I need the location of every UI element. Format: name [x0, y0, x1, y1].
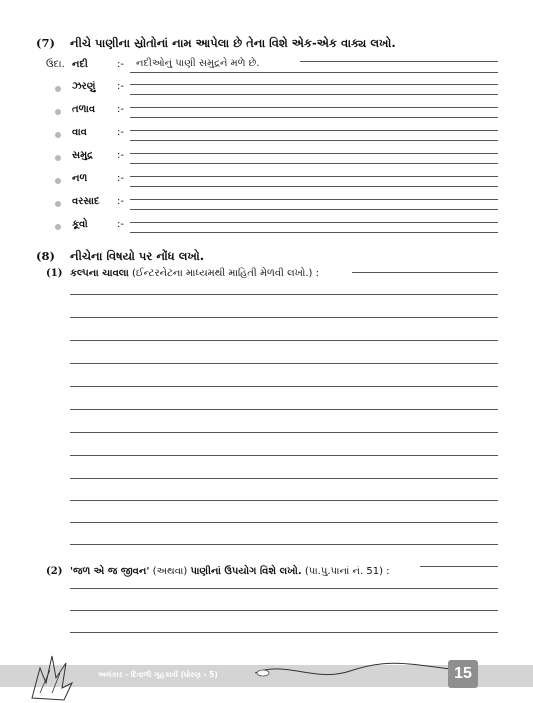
answer-line-6[interactable] — [130, 209, 498, 210]
sub1-line-11[interactable] — [70, 522, 498, 523]
separator-0: :- — [117, 59, 124, 70]
q8-sub1-topic: કલ્પના ચાવલા — [70, 268, 129, 279]
q8-sub2-topic: 'જળ એ જ જીવન' — [70, 566, 150, 577]
q8-sub2-text — [70, 566, 390, 577]
q8-sub1-number: (1) — [46, 268, 63, 279]
answer-line-3[interactable] — [130, 140, 498, 141]
answer-line-3-top — [130, 130, 498, 131]
sub1-line-5[interactable] — [70, 386, 498, 387]
answer-line-4[interactable] — [130, 163, 498, 164]
source-label-7: કૂવો — [72, 219, 88, 230]
q8-sub2-ref: (પા.પુ.પાનાં નં. 51) : — [304, 566, 390, 577]
q8-sub1-note: (ઈન્ટરનેટના માધ્યમથી માહિતી મેળવી લખો.) : — [132, 268, 319, 279]
sub1-line-3[interactable] — [70, 340, 498, 341]
source-label-5: નળ — [72, 173, 88, 184]
sub1-line-9[interactable] — [70, 478, 498, 479]
source-label-6: વરસાદ — [72, 196, 100, 207]
separator-7: :- — [117, 219, 124, 230]
answer-line-4-top — [130, 153, 498, 154]
source-label-4: સમુદ્ર — [72, 150, 94, 161]
sub2-line-0[interactable] — [420, 566, 498, 567]
separator-6: :- — [117, 196, 124, 207]
separator-5: :- — [117, 173, 124, 184]
page-number: 15 — [448, 660, 478, 688]
q8-sub2-or: (અથવા) — [152, 566, 188, 577]
separator-2: :- — [117, 104, 124, 115]
q7-number: (7) — [36, 36, 55, 50]
example-prefix: ઉદા. — [46, 59, 65, 70]
sub2-line-1[interactable] — [70, 588, 498, 589]
wire-decoration-icon — [255, 655, 455, 685]
answer-line-2[interactable] — [130, 117, 498, 118]
sub2-line-2[interactable] — [70, 610, 498, 611]
separator-1: :- — [117, 81, 124, 92]
q8-sub1-text — [70, 268, 319, 279]
leaf-decoration-icon — [22, 648, 77, 703]
source-label-3: વાવ — [72, 127, 87, 138]
sub1-line-12[interactable] — [70, 544, 498, 545]
q7-title: નીચે પાણીના સ્રોતોનાં નામ આપેલા છે તેના વિશે એક-એક વાક્ય લખો. — [70, 36, 396, 50]
bullet-7 — [55, 224, 61, 230]
answer-line-7[interactable] — [130, 232, 498, 233]
source-label-2: તળાવ — [72, 104, 96, 115]
separator-4: :- — [117, 150, 124, 161]
sub1-line-4[interactable] — [70, 363, 498, 364]
separator-3: :- — [117, 127, 124, 138]
sub1-line-2[interactable] — [70, 317, 498, 318]
answer-line-1-top — [130, 84, 498, 85]
answer-line-0-top — [300, 61, 498, 62]
answer-line-7-top — [130, 222, 498, 223]
sub1-line-8[interactable] — [70, 455, 498, 456]
footer-text: અલંકાર - દિવાળી ગૃહકાર્ય (ધોરણ - 5) — [98, 670, 218, 679]
bullet-4 — [55, 155, 61, 161]
bullet-5 — [55, 178, 61, 184]
bullet-3 — [55, 132, 61, 138]
example-answer: નદીઓનું પાણી સમુદ્રને મળે છે. — [136, 58, 260, 69]
answer-line-6-top — [130, 199, 498, 200]
answer-line-2-top — [130, 107, 498, 108]
answer-line-5[interactable] — [130, 186, 498, 187]
sub1-line-7[interactable] — [70, 432, 498, 433]
sub2-line-3[interactable] — [70, 632, 498, 633]
answer-line-5-top — [130, 176, 498, 177]
q8-number: (8) — [36, 249, 55, 263]
answer-line-1[interactable] — [130, 94, 498, 95]
bullet-6 — [55, 201, 61, 207]
source-label-0: નદી — [72, 59, 88, 70]
sub1-line-0[interactable] — [352, 272, 498, 273]
q8-title: નીચેના વિષયો પર નોંધ લખો. — [70, 249, 205, 263]
sub1-line-10[interactable] — [70, 500, 498, 501]
q8-sub2-topic2: પાણીનાં ઉપયોગ વિશે લખો. — [190, 566, 302, 577]
sub1-line-6[interactable] — [70, 409, 498, 410]
source-label-1: ઝરણું — [72, 81, 96, 92]
answer-line-0[interactable] — [130, 72, 498, 73]
q8-sub2-number: (2) — [46, 566, 63, 577]
sub1-line-1[interactable] — [70, 294, 498, 295]
bullet-2 — [55, 109, 61, 115]
bullet-1 — [55, 86, 61, 92]
